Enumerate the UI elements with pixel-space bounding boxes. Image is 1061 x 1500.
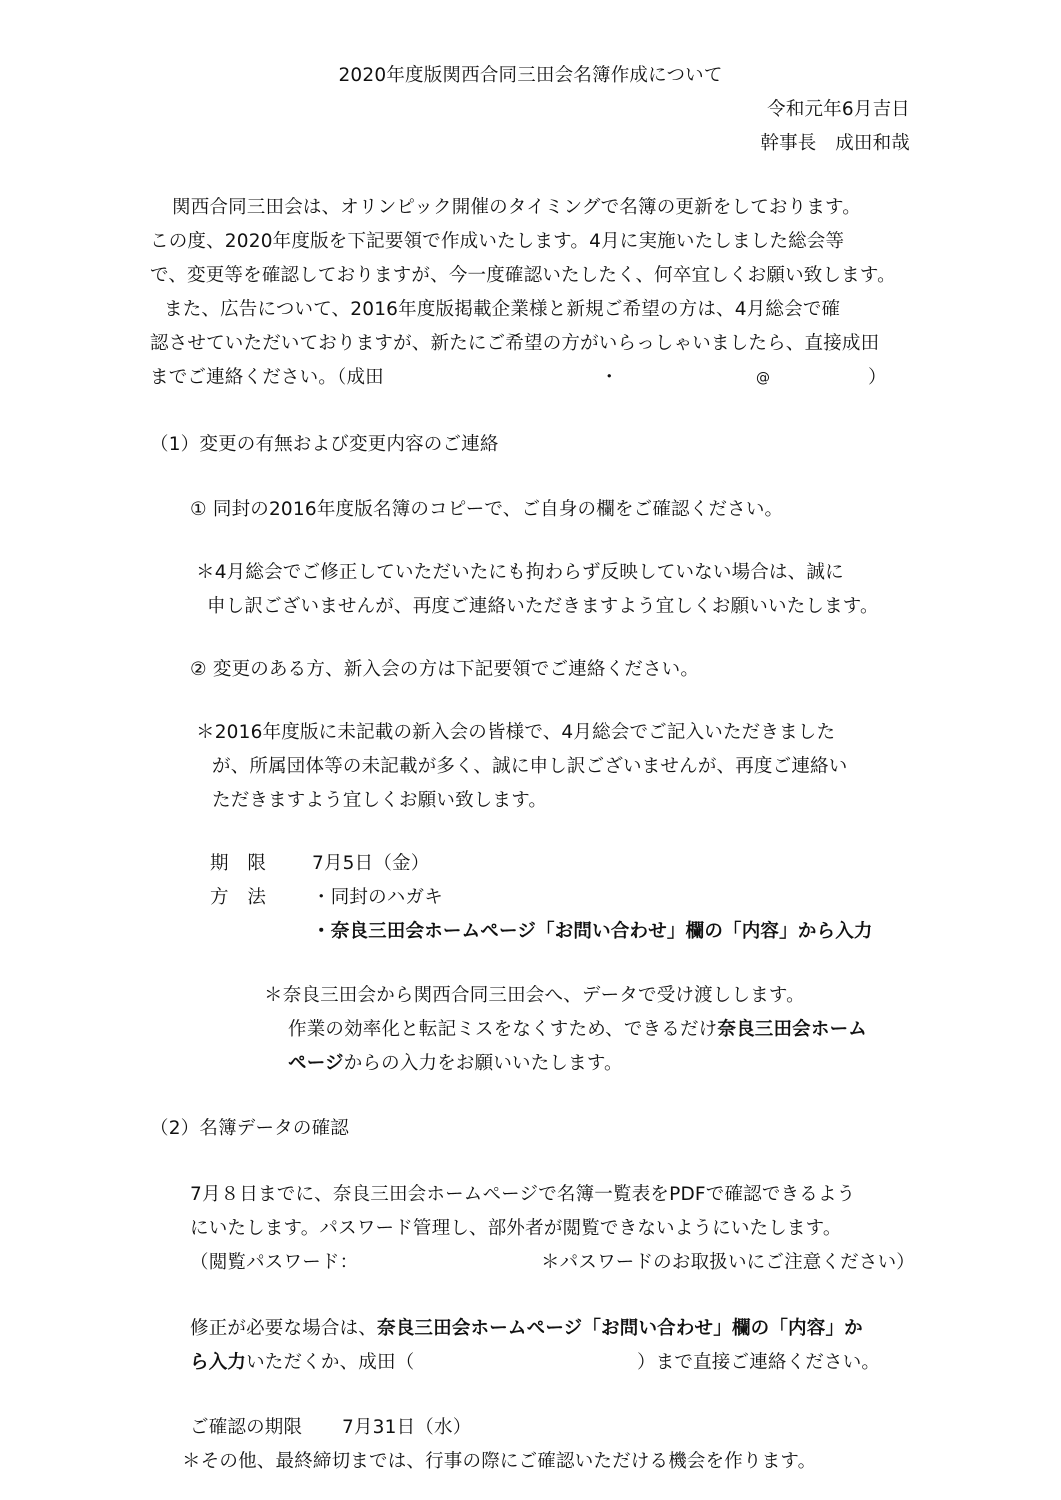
final-note: ＊その他、最終締切までは、行事の際にご確認いただける機会を作ります。 bbox=[182, 1451, 817, 1472]
password-label: （閲覧パスワード： bbox=[190, 1252, 359, 1273]
section1-note2: が、所属団体等の未記載が多く、誠に申し訳ございませんが、再度ご連絡い bbox=[212, 756, 848, 777]
contact-at-sign: @ bbox=[756, 370, 771, 386]
intro-line: で、変更等を確認しておりますが、今一度確認いたしたく、何卒宜しくお願い致します。 bbox=[150, 265, 896, 286]
page-title: 2020年度版関西合同三田会名簿作成について bbox=[338, 65, 723, 86]
section2-para1: にいたします。パスワード管理し、部外者が閲覧できないようにいたします。 bbox=[190, 1218, 842, 1239]
note3-text: からの入力をお願いいたします。 bbox=[343, 1053, 623, 1074]
section2-para2 bbox=[190, 1349, 414, 1377]
intro-line: この度、2020年度版を下記要領で作成いたします。4月に実施いたしました総会等 bbox=[150, 231, 845, 252]
section1-note2: ただきますよう宜しくお願い致します。 bbox=[212, 790, 548, 811]
section1-heading: （1）変更の有無および変更内容のご連絡 bbox=[150, 434, 499, 455]
section2-heading: （2）名簿データの確認 bbox=[150, 1118, 349, 1139]
section1-note3 bbox=[288, 1050, 623, 1078]
section1-item2: ② 変更のある方、新入会の方は下記要領でご連絡ください。 bbox=[190, 659, 700, 680]
method-label: 方 法 bbox=[210, 887, 267, 908]
section2-para1: 7月８日までに、奈良三田会ホームページで名簿一覧表をPDFで確認できるよう bbox=[190, 1184, 856, 1205]
intro-line: 認させていただいておりますが、新たにご希望の方がいらっしゃいましたら、直接成田 bbox=[150, 333, 880, 354]
deadline-value: 7月5日（金） bbox=[312, 853, 430, 874]
section1-note3 bbox=[288, 1016, 867, 1044]
para2-text: いただくか、成田（ bbox=[246, 1352, 415, 1373]
contact-close-paren: ） bbox=[868, 367, 887, 388]
section2-para2 bbox=[190, 1315, 863, 1343]
contact-separator: ・ bbox=[600, 367, 619, 388]
intro-line: までご連絡ください。（成田 bbox=[150, 367, 384, 388]
para2-emphasis: ら入力 bbox=[190, 1352, 247, 1373]
document-date: 令和元年6月吉日 bbox=[767, 99, 910, 120]
para2-emphasis: 奈良三田会ホームページ「お問い合わせ」欄の「内容」か bbox=[377, 1318, 863, 1339]
intro-line: 関西合同三田会は、オリンピック開催のタイミングで名簿の更新をしております。 bbox=[172, 197, 861, 218]
deadline-label: 期 限 bbox=[210, 853, 267, 874]
intro-line: また、広告について、2016年度版掲載企業様と新規ご希望の方は、4月総会で確 bbox=[164, 299, 841, 320]
para2-text: 修正が必要な場合は、 bbox=[190, 1318, 378, 1339]
document-author: 幹事長 成田和哉 bbox=[760, 133, 910, 154]
section1-note1: 申し訳ございませんが、再度ご連絡いただきますよう宜しくお願いいたします。 bbox=[207, 596, 879, 617]
note3-emphasis: ページ bbox=[288, 1053, 344, 1074]
section1-item1: ① 同封の2016年度版名簿のコピーで、ご自身の欄をご確認ください。 bbox=[190, 499, 784, 520]
password-note: ＊パスワードのお取扱いにご注意ください） bbox=[540, 1252, 915, 1273]
note3-emphasis: 奈良三田会ホーム bbox=[717, 1019, 867, 1040]
note3-text: 作業の効率化と転記ミスをなくすため、できるだけ bbox=[288, 1019, 718, 1040]
confirm-deadline-value: 7月31日（水） bbox=[342, 1417, 472, 1438]
section2-para2-tail: ）まで直接ご連絡ください。 bbox=[637, 1352, 881, 1373]
section1-note3: ＊奈良三田会から関西合同三田会へ、データで受け渡しします。 bbox=[264, 985, 805, 1006]
method-postcard: ・同封のハガキ bbox=[312, 887, 443, 908]
method-homepage: ・奈良三田会ホームページ「お問い合わせ」欄の「内容」から入力 bbox=[312, 921, 873, 942]
section1-note1: ＊4月総会でご修正していただいたにも拘わらず反映していない場合は、誠に bbox=[196, 562, 844, 583]
section1-note2: ＊2016年度版に未記載の新入会の皆様で、4月総会でご記入いただきました bbox=[196, 722, 836, 743]
confirm-deadline-label: ご確認の期限 bbox=[190, 1417, 303, 1438]
